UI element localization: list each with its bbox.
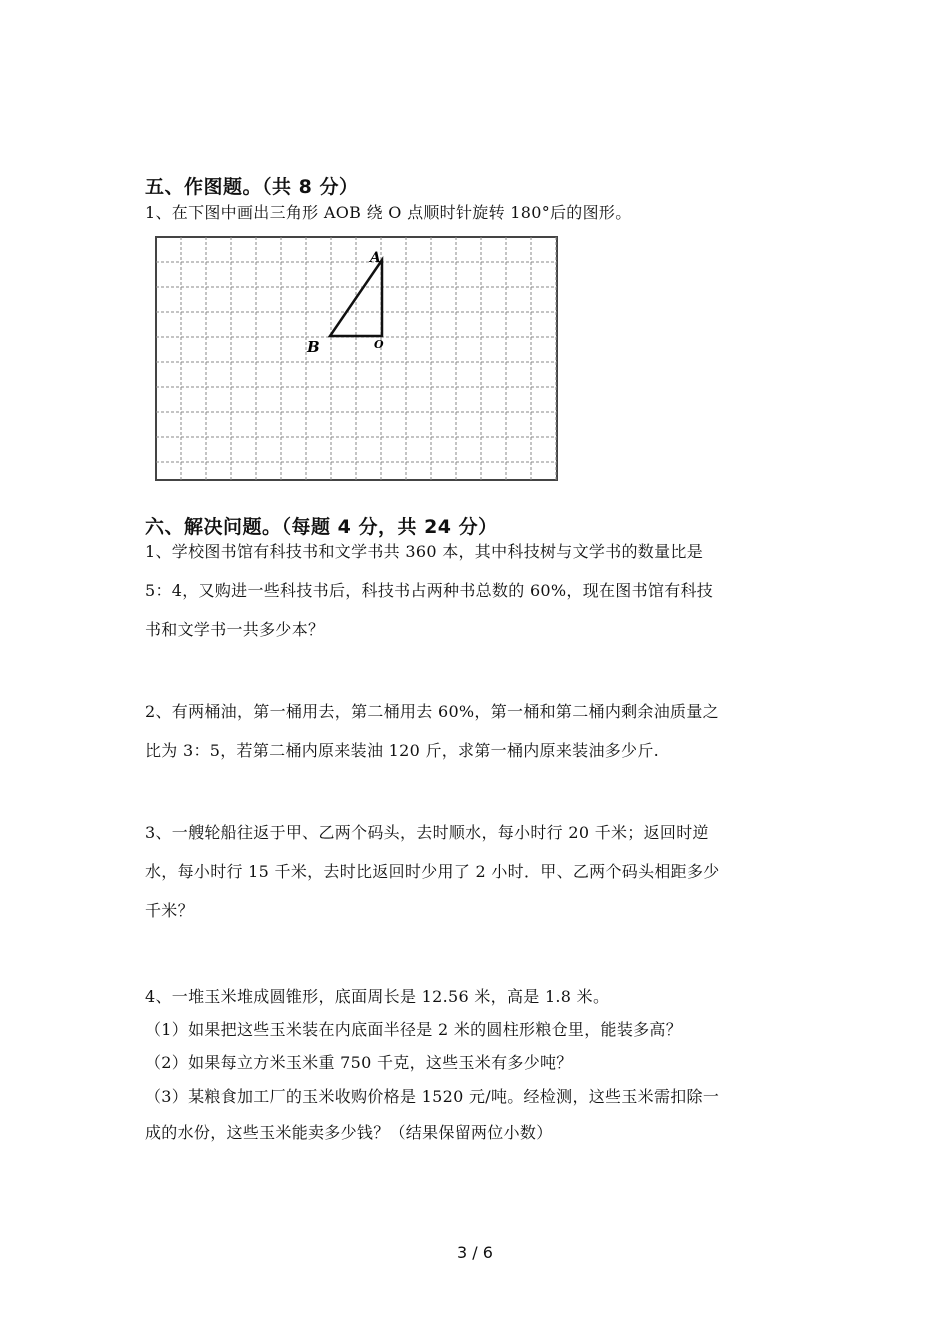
page-number: 3 / 6 — [457, 1243, 493, 1262]
question-4-sub-3-line-1: （3）某粮食加工厂的玉米收购价格是 1520 元/吨。经检测，这些玉米需扣除一 — [145, 1087, 720, 1106]
question-1-line-1: 1、学校图书馆有科技书和文学书共 360 本，其中科技树与文学书的数量比是 — [145, 542, 703, 561]
section6-question-1 — [145, 532, 713, 649]
question-4-intro: 4、一堆玉米堆成圆锥形，底面周长是 12.56 米，高是 1.8 米。 — [145, 987, 610, 1006]
question-2-line-2: 比为 3：5，若第二桶内原来装油 120 斤，求第一桶内原来装油多少斤. — [145, 741, 660, 760]
grid-figure — [155, 236, 559, 482]
question-1-line-3: 书和文学书一共多少本？ — [145, 620, 325, 639]
grid-figure-svg — [155, 236, 559, 482]
section6-question-4 — [145, 980, 719, 1151]
question-4-sub-3-line-2: 成的水份，这些玉米能卖多少钱？（结果保留两位小数） — [145, 1123, 553, 1142]
section5-heading: 五、作图题。（共 8 分） — [145, 176, 359, 198]
question-1-line-2: 5：4，又购进一些科技书后，科技书占两种书总数的 60%，现在图书馆有科技 — [145, 581, 714, 600]
section5-question-1: 1、在下图中画出三角形 AOB 绕 O 点顺时针旋转 180°后的图形。 — [145, 203, 632, 222]
section6-heading: 六、解决问题。（每题 4 分，共 24 分） — [145, 516, 498, 538]
section6-question-2 — [145, 692, 719, 770]
question-4-sub-1: （1）如果把这些玉米装在内底面半径是 2 米的圆柱形粮仓里，能装多高？ — [145, 1020, 683, 1039]
question-3-line-3: 千米？ — [145, 901, 194, 920]
question-4-sub-3 — [145, 1079, 719, 1151]
label-o: O — [374, 338, 384, 351]
section6-question-3 — [145, 813, 720, 930]
question-4-sub-2: （2）如果每立方米玉米重 750 千克，这些玉米有多少吨？ — [145, 1053, 573, 1072]
label-a: A — [370, 250, 381, 266]
question-3-line-2: 水，每小时行 15 千米，去时比返回时少用了 2 小时．甲、乙两个码头相距多少 — [145, 862, 720, 881]
question-3-line-1: 3、一艘轮船往返于甲、乙两个码头，去时顺水，每小时行 20 千米；返回时逆 — [145, 823, 709, 842]
label-b: B — [307, 338, 320, 356]
question-2-line-1: 2、有两桶油，第一桶用去，第二桶用去 60%，第一桶和第二桶内剩余油质量之 — [145, 702, 719, 721]
